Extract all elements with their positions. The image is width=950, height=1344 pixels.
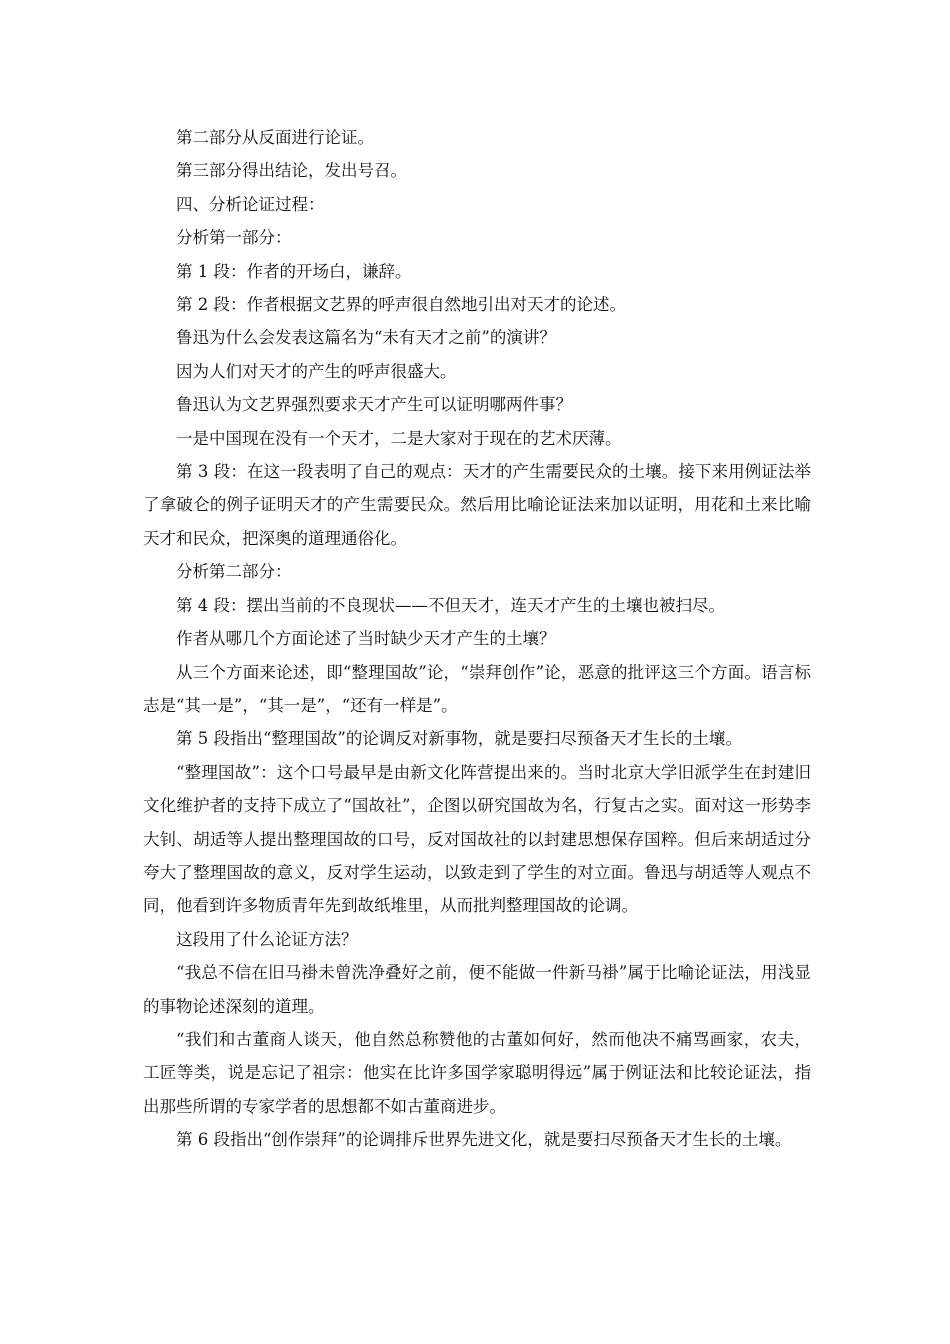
answer: 一是中国现在没有一个天才，二是大家对于现在的艺术厌薄。 [176, 428, 622, 448]
paragraph: 第三部分得出结论，发出号召。 [176, 161, 407, 181]
paragraph: “我们和古董商人谈天，他自然总称赞他的古董如何好，然而他决不痛骂画家，农夫，工匠等类，说是忘记了祖宗：他实在比许多国学家聪明得远”属于例证法和比较论证法，指出那些所谓的专家学者的思想都不如古董商进步。 [143, 1029, 811, 1116]
question: 这段用了什么论证方法？ [176, 929, 358, 949]
paragraph: 第 4 段：摆出当前的不良现状——不但天才，连天才产生的土壤也被扫尽。 [176, 595, 725, 615]
answer: 从三个方面来论述，即“整理国故”论，“崇拜创作”论，恶意的批评这三个方面。语言标志是“其一是”，“其一是”，“还有一样是”。 [143, 662, 811, 715]
answer: 因为人们对天才的产生的呼声很盛大。 [176, 361, 457, 381]
question: 鲁迅认为文艺界强烈要求天才产生可以证明哪两件事？ [176, 395, 572, 415]
paragraph: 第 1 段：作者的开场白，谦辞。 [176, 261, 412, 281]
document-body [143, 121, 811, 1157]
paragraph: 第 2 段：作者根据文艺界的呼声很自然地引出对天才的论述。 [176, 295, 626, 315]
question: 作者从哪几个方面论述了当时缺少天才产生的土壤？ [176, 629, 556, 649]
question: 鲁迅为什么会发表这篇名为“未有天才之前”的演讲？ [176, 328, 556, 348]
paragraph: 第二部分从反面进行论证。 [176, 128, 374, 147]
paragraph: 第 6 段指出“创作崇拜”的论调排斥世界先进文化，就是要扫尽预备天才生长的土壤。 [176, 1130, 792, 1150]
subheading: 分析第一部分： [176, 228, 292, 248]
paragraph: 第 5 段指出“整理国故”的论调反对新事物，就是要扫尽预备天才生长的土壤。 [176, 729, 742, 749]
paragraph: “我总不信在旧马褂未曾洗净叠好之前，便不能做一件新马褂”属于比喻论证法，用浅显的事物论述深刻的道理。 [143, 963, 811, 1016]
paragraph: 第 3 段：在这一段表明了自己的观点：天才的产生需要民众的土壤。接下来用例证法举了拿破仑的例子证明天才的产生需要民众。然后用比喻论证法来加以证明，用花和土来比喻天才和民众，把深奥的道理通俗化。 [143, 462, 811, 548]
subheading: 分析第二部分： [176, 562, 292, 582]
section-heading: 四、分析论证过程： [176, 194, 325, 214]
paragraph: “整理国故”：这个口号最早是由新文化阵营提出来的。当时北京大学旧派学生在封建旧文化维护者的支持下成立了“国故社”，企图以研究国故为名，行复古之实。面对这一形势李大钊、胡适等人提出整理国故的口号，反对国故社的以封建思想保存国粹。但后来胡适过分夸大了整理国故的意义，反对学生运动，以致走到了学生的对立面。鲁迅与胡适等人观点不同，他看到许多物质青年先到故纸堆里，从而批判整理国故的论调。 [143, 762, 811, 916]
